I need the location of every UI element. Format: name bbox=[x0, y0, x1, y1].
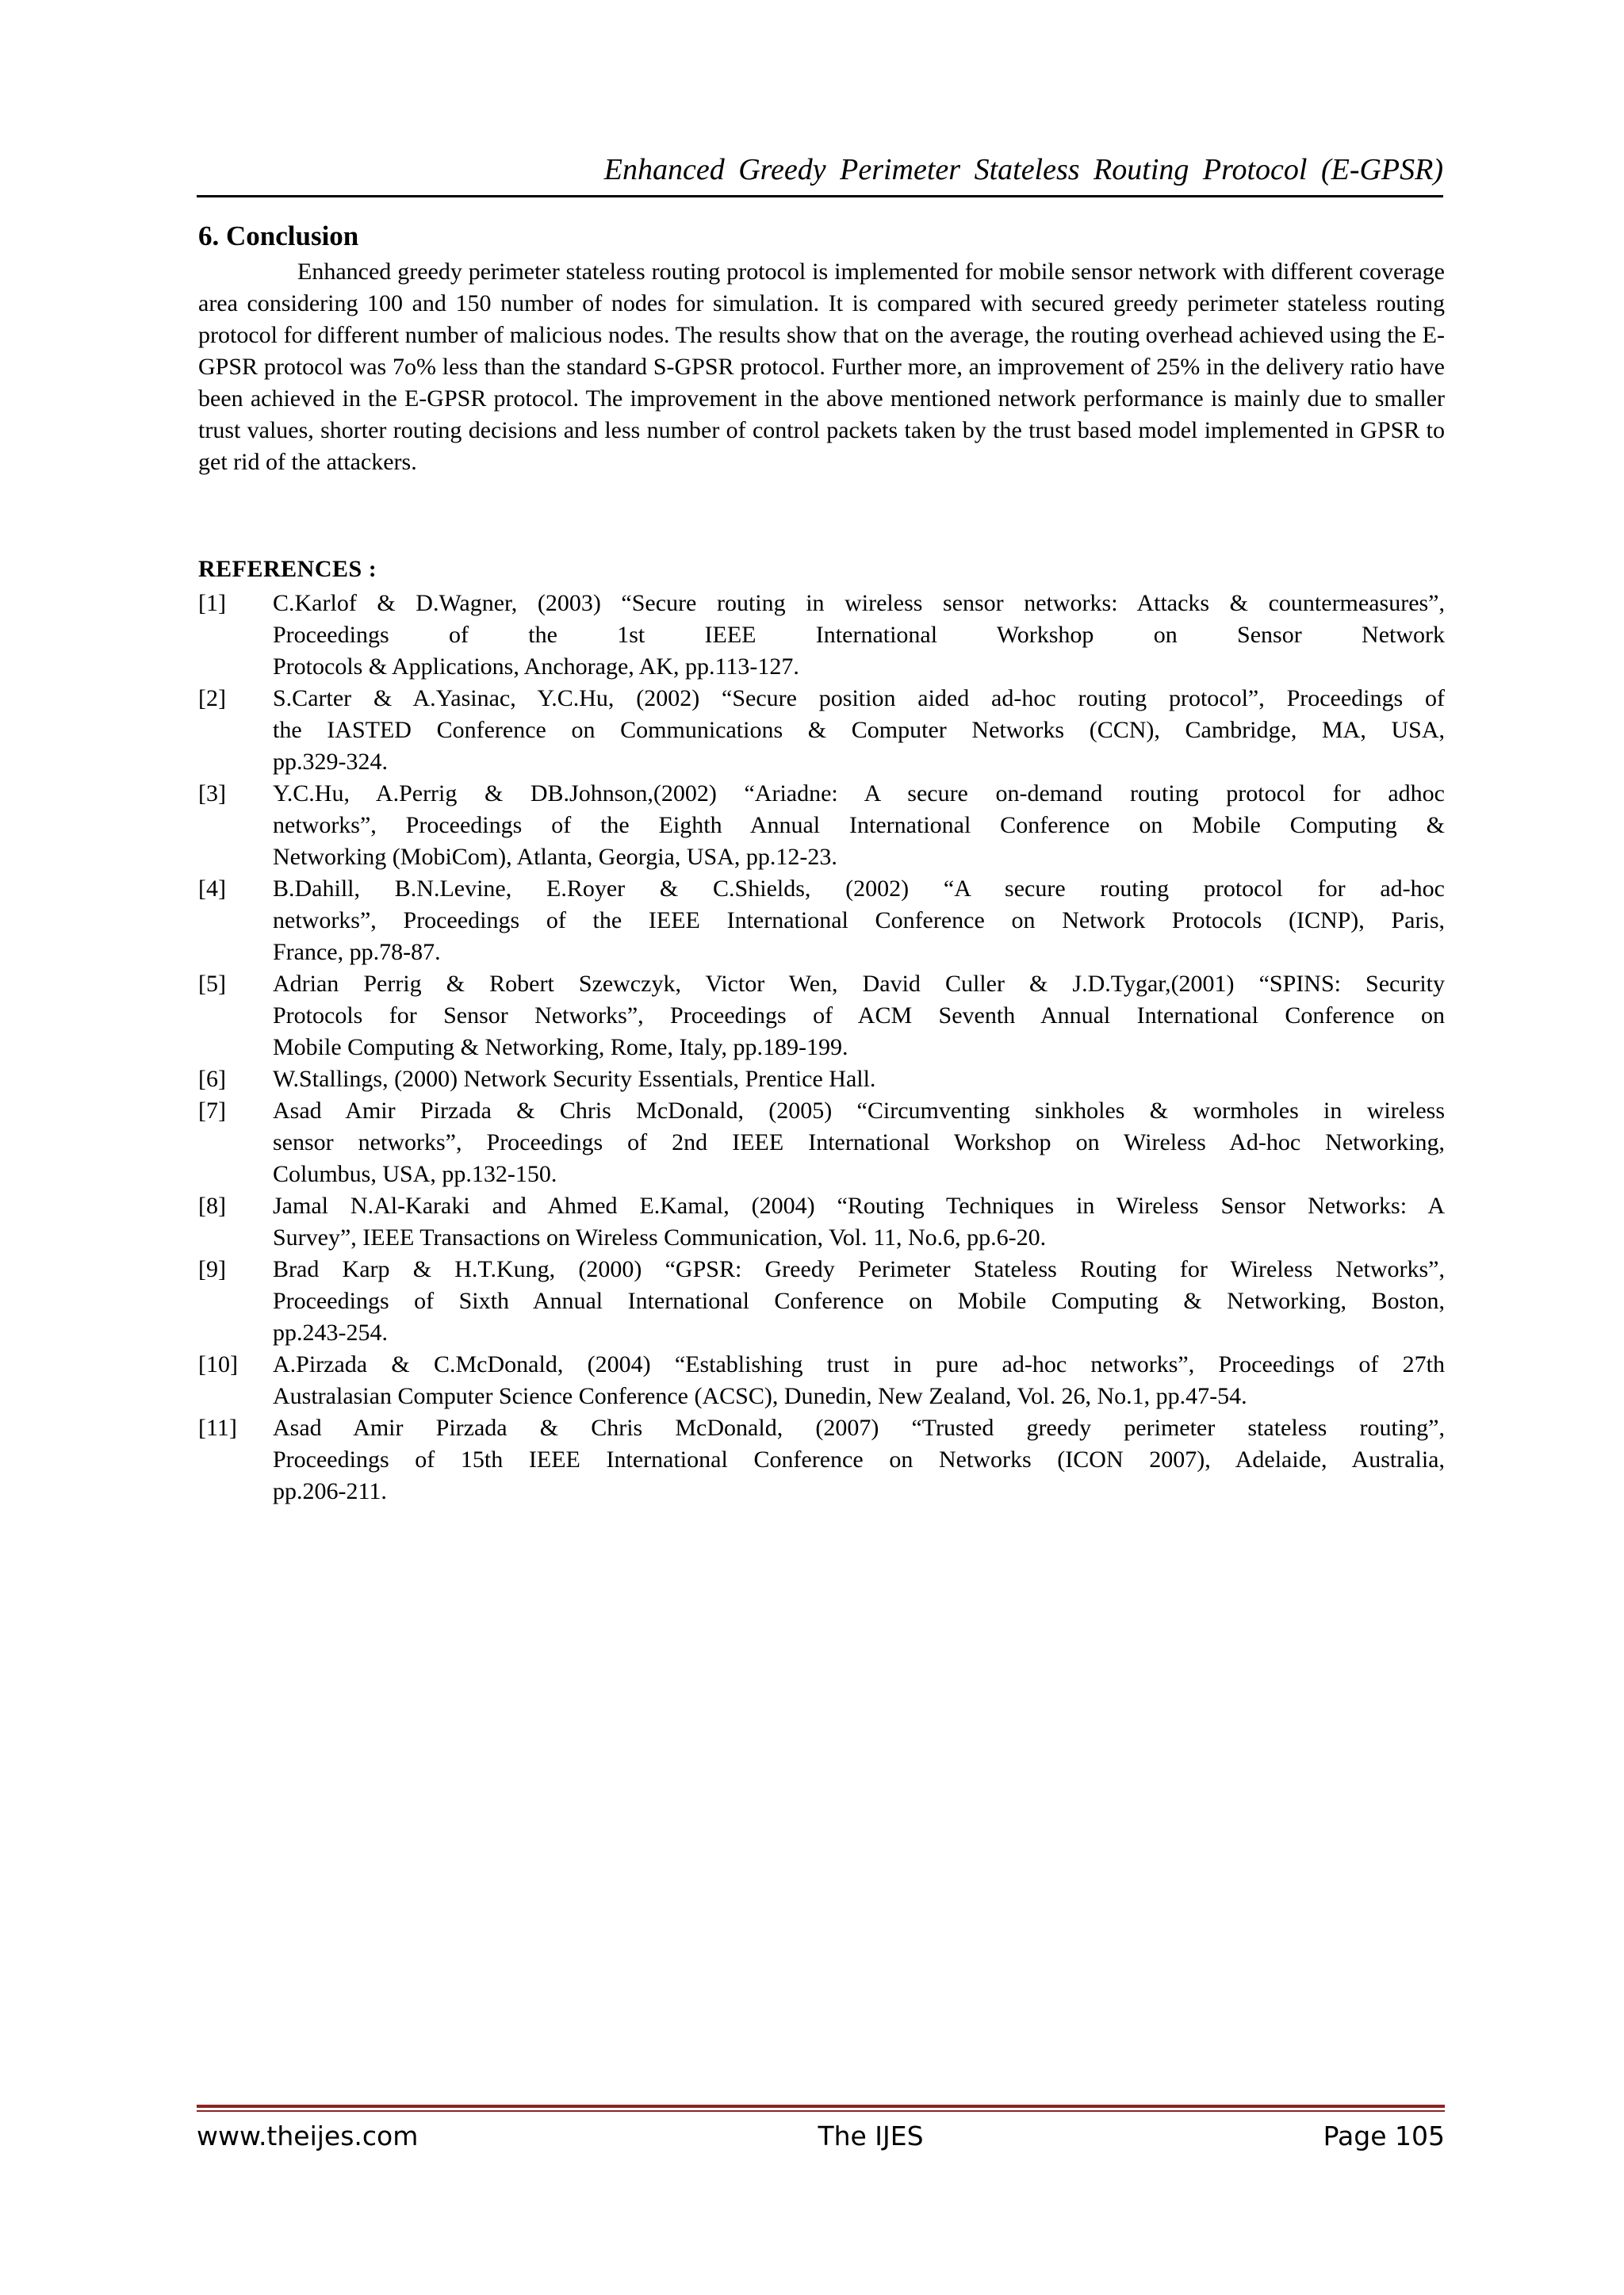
reference-line: W.Stallings, (2000) Network Security Essentials, Prentice Hall. bbox=[273, 1066, 876, 1092]
reference-text bbox=[273, 778, 1445, 873]
reference-text bbox=[273, 1349, 1445, 1412]
reference-line: Y.C.Hu, A.Perrig & DB.Johnson,(2002) “Ariadne: A secure on-demand routing protocol for adhoc bbox=[273, 780, 1445, 807]
header-divider bbox=[197, 195, 1443, 197]
reference-line: sensor networks”, Proceedings of 2nd IEEE International Workshop on Wireless Ad-hoc Networking, bbox=[273, 1129, 1445, 1155]
reference-list bbox=[198, 588, 1445, 1508]
reference-text bbox=[273, 968, 1445, 1063]
reference-number: [4] bbox=[198, 875, 226, 902]
reference-item bbox=[198, 588, 1445, 683]
reference-line: Proceedings of Sixth Annual International Conference on Mobile Computing & Networking, Boston, bbox=[273, 1288, 1445, 1314]
reference-line: Columbus, USA, pp.132-150. bbox=[273, 1161, 557, 1187]
reference-item bbox=[198, 873, 1445, 968]
reference-line: pp.206-211. bbox=[273, 1478, 387, 1504]
reference-line: A.Pirzada & C.McDonald, (2004) “Establishing trust in pure ad-hoc networks”, Proceedings of 27th bbox=[273, 1351, 1445, 1377]
reference-line: Brad Karp & H.T.Kung, (2000) “GPSR: Greedy Perimeter Stateless Routing for Wireless Networks”, bbox=[273, 1256, 1445, 1282]
reference-line: Proceedings of the 1st IEEE International Workshop on Sensor Network bbox=[273, 622, 1445, 648]
references-heading: REFERENCES : bbox=[198, 556, 377, 582]
reference-line: Networking (MobiCom), Atlanta, Georgia, USA, pp.12-23. bbox=[273, 844, 837, 870]
reference-text bbox=[273, 873, 1445, 968]
reference-item bbox=[198, 778, 1445, 873]
reference-line: Jamal N.Al-Karaki and Ahmed E.Kamal, (2004) “Routing Techniques in Wireless Sensor Networks: A bbox=[273, 1193, 1445, 1219]
reference-line: Asad Amir Pirzada & Chris McDonald, (2005) “Circumventing sinkholes & wormholes in wireless bbox=[273, 1098, 1445, 1124]
reference-line: pp.243-254. bbox=[273, 1320, 388, 1346]
reference-text bbox=[273, 1063, 1445, 1095]
reference-text bbox=[273, 1190, 1445, 1254]
conclusion-paragraph: Enhanced greedy perimeter stateless routing protocol is implemented for mobile sensor network with different coverage area considering 100 and 150 number of nodes for simulation. It is compared with secured greedy perimeter stateless routing protocol for different number of malicious nodes. The results show that on the average, the routing overhead achieved using the E-GPSR protocol was 7o% less than the standard S-GPSR protocol. Further more, an improvement of 25% in the delivery ratio have been achieved in the E-GPSR protocol. The improvement in the above mentioned network performance is mainly due to smaller trust values, shorter routing decisions and less number of control packets taken by the trust based model implemented in GPSR to get rid of the attackers. bbox=[198, 259, 1445, 475]
reference-number: [11] bbox=[198, 1415, 237, 1441]
reference-line: B.Dahill, B.N.Levine, E.Royer & C.Shields, (2002) “A secure routing protocol for ad-hoc bbox=[273, 875, 1445, 902]
reference-item bbox=[198, 968, 1445, 1063]
reference-line: Australasian Computer Science Conference (ACSC), Dunedin, New Zealand, Vol. 26, No.1, pp.47-54. bbox=[273, 1383, 1247, 1409]
reference-line: C.Karlof & D.Wagner, (2003) “Secure routing in wireless sensor networks: Attacks & countermeasures”, bbox=[273, 590, 1445, 616]
reference-number: [8] bbox=[198, 1193, 226, 1219]
footer-website: www.theijes.com bbox=[197, 2121, 419, 2151]
reference-line: Adrian Perrig & Robert Szewczyk, Victor Wen, David Culler & J.D.Tygar,(2001) “SPINS: Security bbox=[273, 971, 1445, 997]
reference-number: [6] bbox=[198, 1066, 226, 1092]
running-header-title: Enhanced Greedy Perimeter Stateless Routing Protocol (E-GPSR) bbox=[603, 153, 1443, 186]
reference-line: Protocols for Sensor Networks”, Proceedings of ACM Seventh Annual International Conference on bbox=[273, 1002, 1445, 1029]
page-footer bbox=[197, 2121, 1445, 2151]
footer-divider bbox=[197, 2105, 1445, 2108]
reference-line: the IASTED Conference on Communications & Computer Networks (CCN), Cambridge, MA, USA, bbox=[273, 717, 1445, 743]
reference-item bbox=[198, 683, 1445, 778]
reference-line: networks”, Proceedings of the Eighth Annual International Conference on Mobile Computing & bbox=[273, 812, 1445, 838]
reference-number: [1] bbox=[198, 590, 226, 616]
footer-page-number: Page 105 bbox=[1323, 2121, 1445, 2151]
reference-number: [3] bbox=[198, 780, 226, 807]
reference-item bbox=[198, 1254, 1445, 1349]
footer-journal-name: The IJES bbox=[818, 2121, 924, 2151]
reference-line: France, pp.78-87. bbox=[273, 939, 441, 965]
reference-item bbox=[198, 1349, 1445, 1412]
reference-line: networks”, Proceedings of the IEEE International Conference on Network Protocols (ICNP), Paris, bbox=[273, 907, 1445, 933]
reference-line: Proceedings of 15th IEEE International Conference on Networks (ICON 2007), Adelaide, Australia, bbox=[273, 1446, 1445, 1473]
reference-item bbox=[198, 1063, 1445, 1095]
reference-line: Asad Amir Pirzada & Chris McDonald, (2007) “Trusted greedy perimeter stateless routing”, bbox=[273, 1415, 1445, 1441]
reference-number: [9] bbox=[198, 1256, 226, 1282]
reference-text bbox=[273, 588, 1445, 683]
section-title: 6. Conclusion bbox=[198, 220, 359, 251]
reference-item bbox=[198, 1190, 1445, 1254]
reference-line: S.Carter & A.Yasinac, Y.C.Hu, (2002) “Secure position aided ad-hoc routing protocol”, Proceedings of bbox=[273, 685, 1445, 711]
reference-number: [10] bbox=[198, 1351, 238, 1377]
reference-item bbox=[198, 1412, 1445, 1508]
reference-text bbox=[273, 683, 1445, 778]
reference-number: [5] bbox=[198, 971, 226, 997]
reference-item bbox=[198, 1095, 1445, 1190]
reference-number: [7] bbox=[198, 1098, 226, 1124]
reference-line: Survey”, IEEE Transactions on Wireless Communication, Vol. 11, No.6, pp.6-20. bbox=[273, 1224, 1047, 1251]
footer-divider-thin bbox=[197, 2110, 1445, 2112]
reference-text bbox=[273, 1095, 1445, 1190]
reference-text bbox=[273, 1254, 1445, 1349]
reference-number: [2] bbox=[198, 685, 226, 711]
reference-line: Mobile Computing & Networking, Rome, Italy, pp.189-199. bbox=[273, 1034, 848, 1060]
reference-line: pp.329-324. bbox=[273, 749, 388, 775]
reference-text bbox=[273, 1412, 1445, 1508]
reference-line: Protocols & Applications, Anchorage, AK, pp.113-127. bbox=[273, 653, 799, 680]
